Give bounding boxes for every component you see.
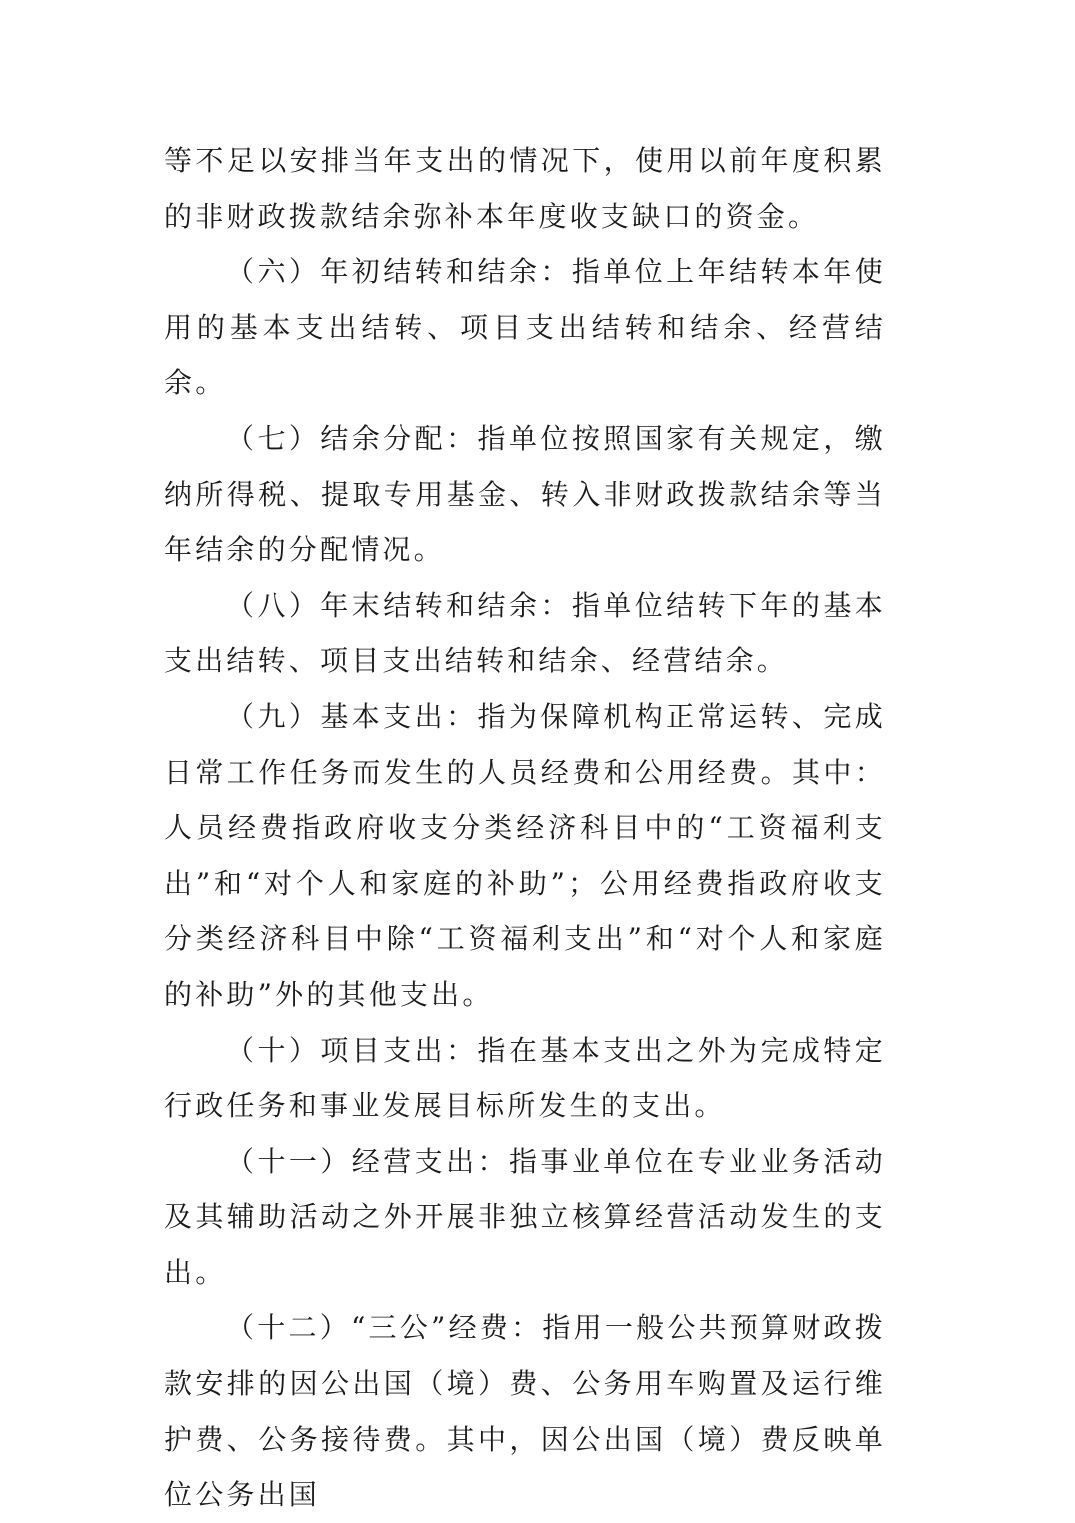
paragraph-item-11: （十一）经营支出：指事业单位在专业业务活动及其辅助活动之外开展非独立核算经营活动发生的支出。 [164, 1144, 886, 1289]
paragraph-item-12: （十二）“三公”经费：指用一般公共预算财政拨款安排的因公出国（境）费、公务用车购置及运行维护费、公务接待费。其中，因公出国（境）费反映单位公务出国 [164, 1311, 886, 1512]
paragraph-item-8: （八）年末结转和结余：指单位结转下年的基本支出结转、项目支出结转和结余、经营结余。 [164, 588, 886, 678]
paragraph-item-6: （六）年初结转和结余：指单位上年结转本年使用的基本支出结转、项目支出结转和结余、经营结余。 [164, 255, 886, 400]
paragraph-item-9: （九）基本支出：指为保障机构正常运转、完成日常工作任务而发生的人员经费和公用经费。其中：人员经费指政府收支分类经济科目中的“工资福利支出”和“对个人和家庭的补助”；公用经费指政府收支分类经济科目中除“工资福利支出”和“对个人和家庭的补助”外的其他支出。 [164, 699, 886, 1011]
body-text [164, 133, 886, 1523]
paragraph-item-7: （七）结余分配：指单位按照国家有关规定，缴纳所得税、提取专用基金、转入非财政拨款结余等当年结余的分配情况。 [164, 421, 886, 567]
paragraph-continuation: 等不足以安排当年支出的情况下，使用以前年度积累的非财政拨款结余弥补本年度收支缺口的资金。 [164, 144, 886, 233]
paragraph-item-10: （十）项目支出：指在基本支出之外为完成特定行政任务和事业发展目标所发生的支出。 [164, 1033, 886, 1123]
